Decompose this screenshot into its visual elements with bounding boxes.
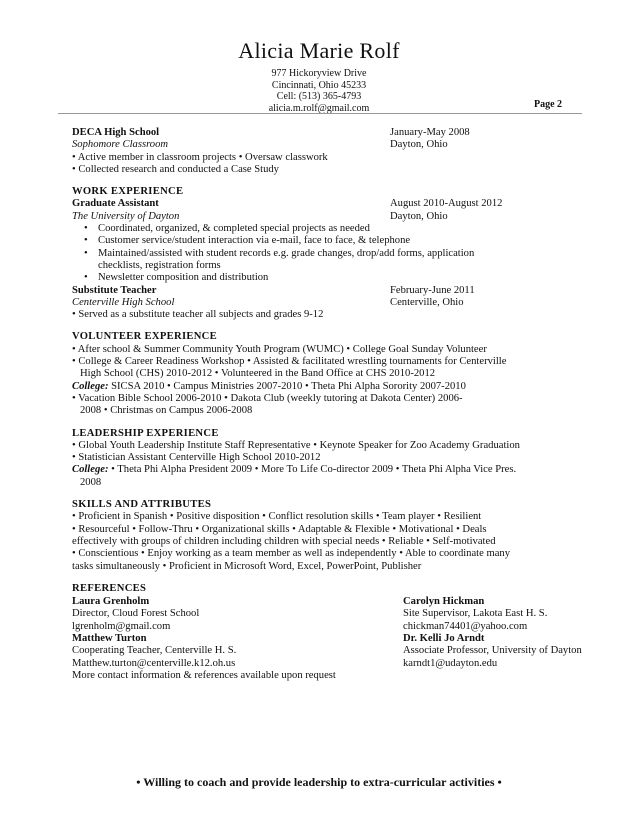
deca-org: DECA High School <box>72 127 160 138</box>
volunteer-heading: VOLUNTEER EXPERIENCE <box>72 331 218 343</box>
volunteer-line <box>72 381 587 393</box>
deca-dates: January-May 2008 <box>390 127 470 138</box>
job-substitute-teacher <box>72 285 587 322</box>
volunteer-line: • After school & Summer Community Youth Program (WUMC) • College Goal Sunday Volunteer <box>72 343 487 355</box>
deca-role: Sophomore Classroom <box>72 139 169 151</box>
city-line: Cincinnati, Ohio 45233 <box>271 79 367 91</box>
volunteer-college-text: SICSA 2010 • Campus Ministries 2007-2010 • Theta Phi Alpha Sorority 2007-2010 <box>108 380 466 392</box>
email-line: alicia.m.rolf@gmail.com <box>268 102 370 114</box>
leadership-line: • Global Youth Leadership Institute Staff Representative • Keynote Speaker for Zoo Academy Graduation <box>72 439 520 451</box>
reference-name: Laura Grenholm <box>72 596 150 608</box>
header-divider <box>58 113 582 114</box>
applicant-name: Alicia Marie Rolf <box>238 38 400 63</box>
reference-title: Site Supervisor, Lakota East H. S. <box>403 608 548 620</box>
reference-title: Director, Cloud Forest School <box>72 608 200 620</box>
reference-name: Matthew Turton <box>72 632 147 644</box>
leadership-line <box>72 464 587 476</box>
skills-line: • Resourceful • Follow-Thru • Organizational skills • Adaptable & Flexible • Motivational • Deals <box>72 523 487 535</box>
references-heading: REFERENCES <box>72 582 147 594</box>
job-org: The University of Dayton <box>72 210 180 222</box>
job-org: Centerville High School <box>72 296 175 308</box>
reference-title: Cooperating Teacher, Centerville H. S. <box>72 645 237 657</box>
deca-location: Dayton, Ohio <box>390 139 448 151</box>
leadership-heading: LEADERSHIP EXPERIENCE <box>72 427 219 439</box>
references-note: More contact information & references available upon request <box>72 669 336 681</box>
job-bullet-text: Maintained/assisted with student records e.g. grade changes, drop/add forms, application <box>98 247 475 259</box>
leadership-college-text: • Theta Phi Alpha President 2009 • More To Life Co-director 2009 • Theta Phi Alpha Vice Pres. <box>108 464 517 476</box>
volunteer-line: • Vacation Bible School 2006-2010 • Dakota Club (weekly tutoring at Dakota Center) 2006- <box>72 392 463 404</box>
volunteer-list <box>72 344 587 418</box>
deca-line: • Collected research and conducted a Case Study <box>72 163 279 175</box>
reference-email: lgrenholm@gmail.com <box>72 620 171 632</box>
address-line: 977 Hickoryview Drive <box>271 68 367 79</box>
references-grid <box>72 596 587 670</box>
phone-line: Cell: (513) 365-4793 <box>276 91 362 102</box>
job-graduate-assistant <box>72 198 587 284</box>
references-column-left <box>72 596 403 670</box>
work-heading: WORK EXPERIENCE <box>72 186 184 198</box>
leadership-line: 2008 <box>80 476 102 488</box>
job-location: Dayton, Ohio <box>390 210 448 222</box>
leadership-list <box>72 440 587 489</box>
deca-line: • Active member in classroom projects • Oversaw classwork <box>72 151 328 163</box>
footer-statement: • Willing to coach and provide leadership to extra-curricular activities • <box>136 775 502 789</box>
college-label: College: <box>72 380 109 392</box>
job-dates: February-June 2011 <box>390 284 475 296</box>
skills-list <box>72 511 587 572</box>
page-number: Page 2 <box>534 99 563 110</box>
job-bullet: • Newsletter composition and distribution <box>98 272 587 284</box>
job-bullet: • Coordinated, organized, & completed special projects as needed <box>98 223 587 235</box>
volunteer-line: • College & Career Readiness Workshop • Assisted & facilitated wrestling tournaments for Centerville <box>72 356 507 368</box>
reference-name: Dr. Kelli Jo Arndt <box>403 632 485 644</box>
skills-line: • Conscientious • Enjoy working as a team member as well as independently • Able to coordinate many <box>72 548 511 560</box>
reference-name: Carolyn Hickman <box>403 596 485 608</box>
job-location: Centerville, Ohio <box>390 296 464 308</box>
volunteer-line: 2008 • Christmas on Campus 2006-2008 <box>80 405 253 417</box>
references-column-right <box>403 596 587 670</box>
job-line: • Served as a substitute teacher all subjects and grades 9-12 <box>72 309 324 321</box>
skills-line: effectively with groups of children including children with special needs • Reliable • Self-motivated <box>72 535 496 547</box>
job-bullet <box>98 248 587 273</box>
resume-body <box>72 127 587 682</box>
skills-heading: SKILLS AND ATTRIBUTES <box>72 499 212 511</box>
job-bullet-continuation: checklists, registration forms <box>98 259 221 271</box>
college-label: College: <box>72 464 109 476</box>
reference-email: Matthew.turton@centerville.k12.oh.us <box>72 657 236 669</box>
job-title: Substitute Teacher <box>72 284 157 296</box>
reference-email: chickman74401@yahoo.com <box>403 620 528 632</box>
job-dates: August 2010-August 2012 <box>390 198 503 210</box>
job-title: Graduate Assistant <box>72 198 159 210</box>
reference-email: karndt1@udayton.edu <box>403 657 498 669</box>
reference-title: Associate Professor, University of Dayton <box>403 645 582 657</box>
deca-entry <box>72 127 587 176</box>
skills-line: • Proficient in Spanish • Positive disposition • Conflict resolution skills • Team player • Resilient <box>72 511 482 523</box>
volunteer-line: High School (CHS) 2010-2012 • Volunteered in the Band Office at CHS 2010-2012 <box>80 368 436 380</box>
skills-line: tasks simultaneously • Proficient in Microsoft Word, Excel, PowerPoint, Publisher <box>72 560 422 572</box>
job-bullets <box>72 223 587 284</box>
job-bullet: • Customer service/student interaction via e-mail, face to face, & telephone <box>98 235 587 247</box>
leadership-line: • Statistician Assistant Centerville High School 2010-2012 <box>72 452 321 464</box>
